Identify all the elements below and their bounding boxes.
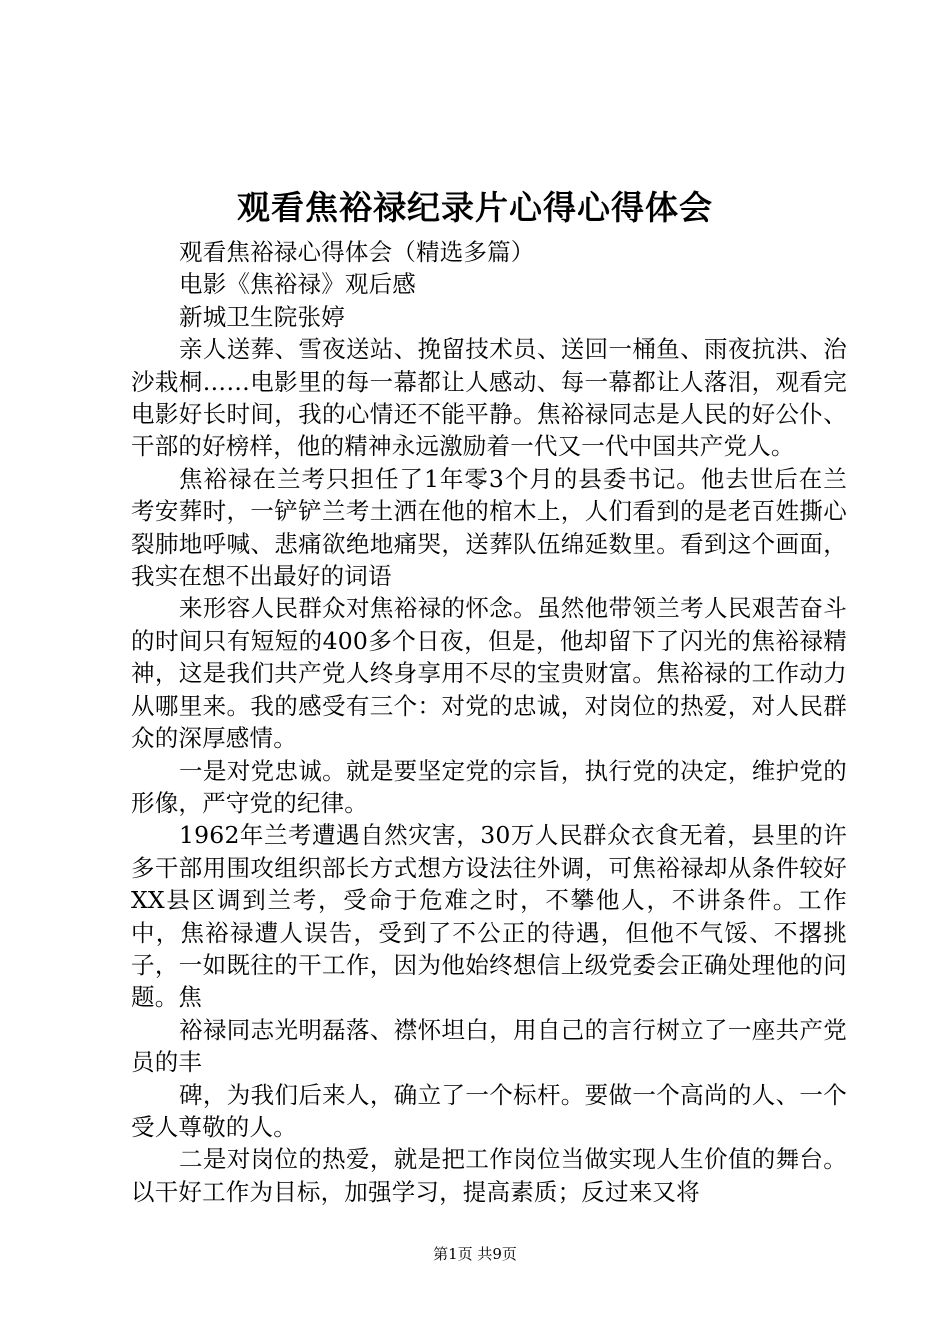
- paragraph: 一是对党忠诚。就是要坚定党的宗旨，执行党的决定，维护党的形像，严守党的纪律。: [131, 756, 847, 817]
- paragraph: 来形容人民群众对焦裕禄的怀念。虽然他带领兰考人民艰苦奋斗的时间只有短短的400多个日夜，但是，他却留下了闪光的焦裕禄精神，这是我们共产党人终身享用不尽的宝贵财富。焦裕禄的工作动力从哪里来。我的感受有三个：对党的忠诚，对岗位的热爱，对人民群众的深厚感情。: [131, 594, 847, 753]
- document-body: [131, 236, 847, 1208]
- paragraph-author: 新城卫生院张婷: [179, 302, 345, 331]
- paragraph-subtitle: 观看焦裕禄心得体会（精选多篇）: [179, 238, 535, 266]
- paragraph-heading: 电影《焦裕禄》观后感: [179, 270, 416, 299]
- paragraph: 裕禄同志光明磊落、襟怀坦白，用自己的言行树立了一座共产党员的丰: [131, 1015, 847, 1077]
- paragraph: 亲人送葬、雪夜送站、挽留技术员、送回一桶鱼、雨夜抗洪、治沙栽桐……电影里的每一幕都让人感动、每一幕都让人落泪，观看完电影好长时间，我的心情还不能平静。焦裕禄同志是人民的好公仆、干部的好榜样，他的精神永远激励着一代又一代中国共产党人。: [131, 335, 847, 461]
- paragraph: 碑，为我们后来人，确立了一个标杆。要做一个高尚的人、一个受人尊敬的人。: [131, 1080, 847, 1141]
- paragraph: 焦裕禄在兰考只担任了1年零3个月的县委书记。他去世后在兰考安葬时，一铲铲兰考土洒在他的棺木上，人们看到的是老百姓撕心裂肺地呼喊、悲痛欲绝地痛哭，送葬队伍绵延数里。看到这个画面，我实在想不出最好的词语: [131, 464, 847, 591]
- document-title: 观看焦裕禄纪录片心得心得体会: [237, 188, 713, 227]
- paragraph: 二是对岗位的热爱，就是把工作岗位当做实现人生价值的舞台。以干好工作为目标，加强学习，提高素质；反过来又将: [131, 1145, 847, 1206]
- page-footer: 第1页 共9页: [433, 1245, 517, 1263]
- paragraph: 1962年兰考遭遇自然灾害，30万人民群众衣食无着，县里的许多干部用围攻组织部长方式想方设法往外调，可焦裕禄却从条件较好XX县区调到兰考，受命于危难之时，不攀他人，不讲条件。工作中，焦裕禄遭人误告，受到了不公正的待遇，但他不气馁、不撂挑子，一如既往的干工作，因为他始终想信上级党委会正确处理他的问题。焦: [131, 821, 847, 1012]
